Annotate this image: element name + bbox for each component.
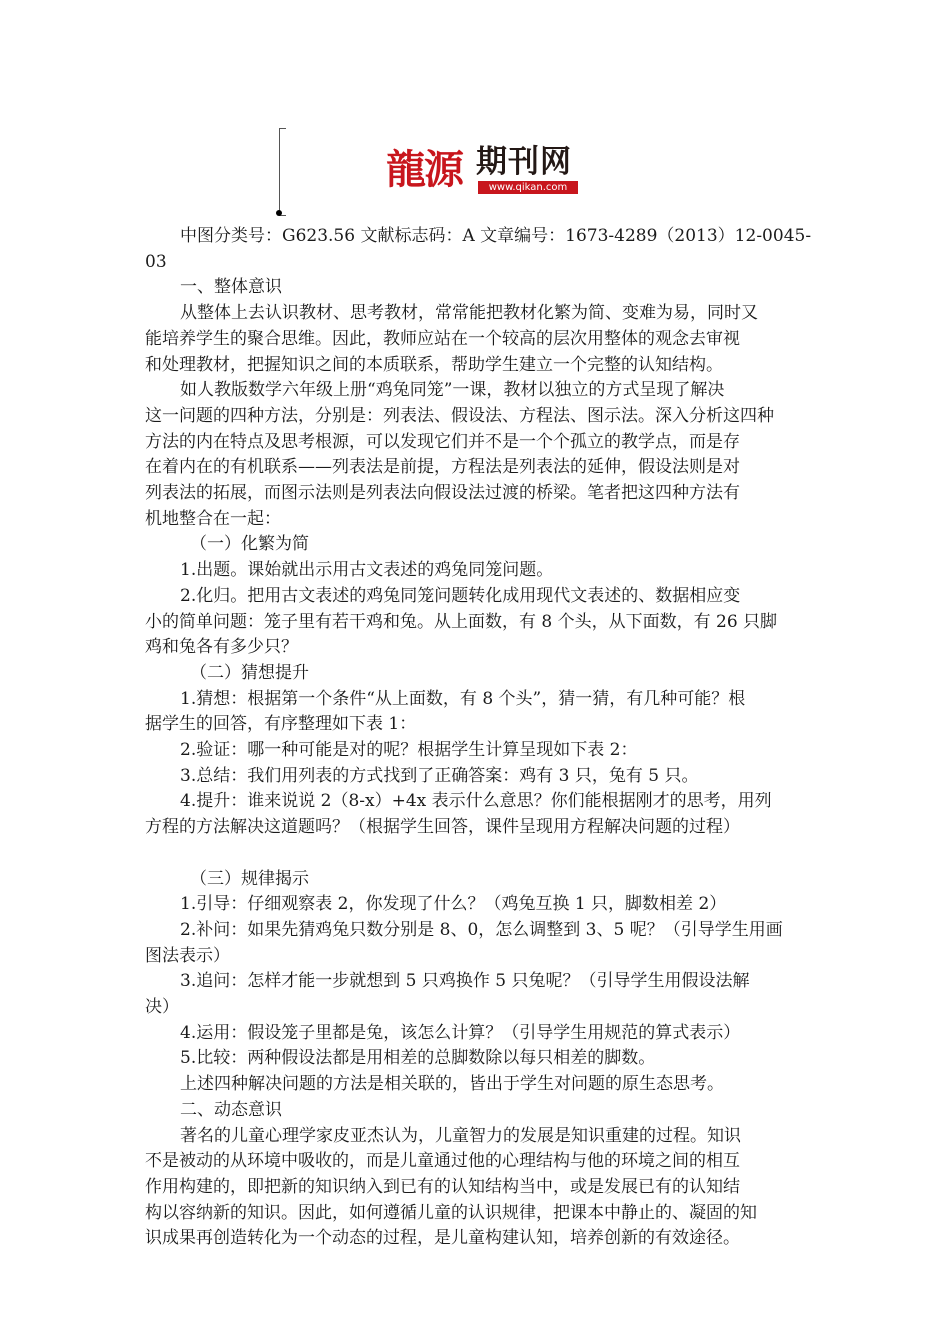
paragraph-line: （三）规律揭示 [190,868,309,889]
paragraph-line: 构以容纳新的知识。因此，如何遵循儿童的认识规律，把课本中静止的、凝固的知 [145,1202,757,1223]
paragraph-line: 2.化归。把用古文表述的鸡兔同笼问题转化成用现代文表述的、数据相应变 [180,585,741,606]
paragraph-line: 机地整合在一起： [145,508,281,529]
paragraph-line: 不是被动的从环境中吸收的，而是儿童通过他的心理结构与他的环境之间的相互 [145,1151,740,1172]
image-frame-bracket [279,128,286,216]
paragraph-line: 这一问题的四种方法，分别是：列表法、假设法、方程法、图示法。深入分析这四种 [145,405,774,426]
paragraph-line: 中图分类号：G623.56 文献标志码：A 文章编号：1673-4289（2013）12-0045- [180,226,812,246]
paragraph-line: 3.总结：我们用列表的方式找到了正确答案：鸡有 3 只，兔有 5 只。 [180,765,699,786]
paragraph-line: 4.提升：谁来说说 2（8-x）+4x 表示什么意思？你们能根据刚才的思考，用列 [180,791,772,812]
paragraph-line: 决） [145,997,179,1018]
article-body [145,224,812,1252]
paragraph-line: 3.追问：怎样才能一步就想到 5 只鸡换作 5 只兔呢？（引导学生用假设法解 [180,971,750,992]
paragraph-line: 著名的儿童心理学家皮亚杰认为，儿童智力的发展是知识重建的过程。知识 [180,1125,741,1146]
paragraph-line: 列表法的拓展，而图示法则是列表法向假设法过渡的桥梁。笔者把这四种方法有 [145,483,740,504]
paragraph-line: 图法表示） [145,945,230,966]
paragraph-line: 在着内在的有机联系——列表法是前提，方程法是列表法的延伸，假设法则是对 [145,457,740,478]
paragraph-line: 1.出题。课始就出示用古文表述的鸡兔同笼问题。 [180,560,554,581]
paragraph-line: 据学生的回答，有序整理如下表 1： [145,714,417,735]
paragraph-line: 一、整体意识 [180,277,282,298]
paragraph-line: 和处理教材，把握知识之间的本质联系，帮助学生建立一个完整的认知结构。 [145,354,723,375]
paragraph-line: 1.引导：仔细观察表 2，你发现了什么？（鸡兔互换 1 只，脚数相差 2） [180,894,727,915]
paragraph-line: 鸡和兔各有多少只？ [145,637,298,658]
paragraph-line: 2.验证：哪一种可能是对的呢？根据学生计算呈现如下表 2： [180,740,638,761]
paragraph-line: 如人教版数学六年级上册“鸡兔同笼”一课，教材以独立的方式呈现了解决 [180,380,725,401]
bullet-dot [276,210,282,216]
paragraph-line: （二）猜想提升 [190,662,309,683]
paragraph-line: 二、动态意识 [180,1099,282,1120]
paragraph-line: 03 [145,251,167,272]
paragraph-line: 识成果再创造转化为一个动态的过程，是儿童构建认知，培养创新的有效途径。 [145,1228,740,1249]
logo-seal-text: 龍源 [386,146,462,193]
paragraph-line: 作用构建的，即把新的知识纳入到已有的认知结构当中，或是发展已有的认知结 [145,1177,740,1197]
paragraph-line: 方程的方法解决这道题吗？（根据学生回答，课件呈现用方程解决问题的过程） [145,817,740,838]
paragraph-line: （一）化繁为简 [190,534,309,555]
paragraph-line: 上述四种解决问题的方法是相关联的，皆出于学生对问题的原生态思考。 [180,1074,724,1095]
paragraph-line: 从整体上去认识教材、思考教材，常常能把教材化繁为简、变难为易，同时又 [180,303,758,324]
logo-url: www.qikan.com [478,181,578,194]
paragraph-line: 能培养学生的聚合思维。因此，教师应站在一个较高的层次用整体的观念去审视 [145,328,740,349]
paragraph-line: 1.猜想：根据第一个条件“从上面数，有 8 个头”，猜一猜，有几种可能？根 [180,688,746,709]
logo-name: 期刊网 [476,144,572,180]
paragraph-line: 方法的内在特点及思考根源，可以发现它们并不是一个个孤立的教学点，而是存 [145,431,740,452]
paragraph-line: 小的简单问题：笼子里有若干鸡和兔。从上面数，有 8 个头，从下面数，有 26 只脚 [145,611,778,632]
paragraph-line: 5.比较：两种假设法都是用相差的总脚数除以每只相差的脚数。 [180,1048,656,1069]
paragraph-line: 4.运用：假设笼子里都是兔，该怎么计算？（引导学生用规范的算式表示） [180,1022,741,1043]
paragraph-line: 2.补问：如果先猜鸡兔只数分别是 8、0，怎么调整到 3、5 呢？（引导学生用画 [180,919,783,940]
paragraph-gap [145,841,809,867]
qikan-logo [386,144,576,196]
